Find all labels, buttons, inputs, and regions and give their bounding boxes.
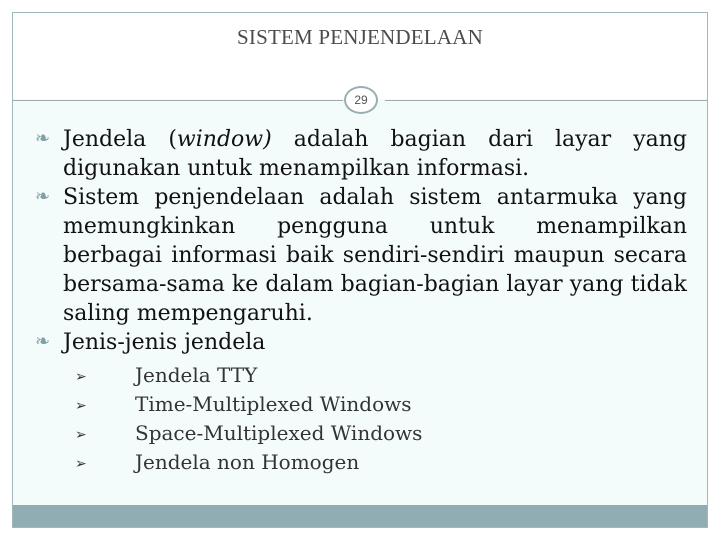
bullet-item-1	[31, 125, 687, 183]
sub-item-2: Time-Multiplexed Windows	[135, 392, 412, 416]
sub-list-item	[73, 419, 687, 448]
bullet-3-text: Jenis-jenis jendela	[63, 330, 266, 355]
sub-item-3: Space-Multiplexed Windows	[135, 421, 423, 445]
slide-title: SISTEM PENJENDELAAN	[237, 25, 483, 49]
sub-item-1: Jendela TTY	[135, 363, 258, 387]
slide-body	[31, 125, 687, 477]
bullet-2-text: Sistem penjendelaan adalah sistem antarmuka yang memungkinkan pengguna untuk menampilkan berbagai informasi baik sendiri-sendiri maupun secara bersama-sama ke dalam bagian-bagian layar yang tidak saling mempengaruhi.	[63, 185, 687, 326]
sub-item-4: Jendela non Homogen	[135, 450, 360, 474]
leaf-bullet-icon: ❧	[35, 331, 51, 352]
sub-list	[73, 361, 687, 477]
slide-frame	[12, 12, 708, 528]
arrow-bullet-icon: ➢	[75, 369, 87, 385]
bullet-item-2	[31, 183, 687, 328]
sub-list-item	[73, 390, 687, 419]
divider-right	[385, 100, 707, 101]
leaf-bullet-icon: ❧	[35, 128, 51, 149]
leaf-bullet-icon: ❧	[35, 186, 51, 207]
arrow-bullet-icon: ➢	[75, 398, 87, 414]
bullet-item-3	[31, 328, 687, 357]
bottom-bar	[13, 505, 707, 527]
bullet-1-pre: Jendela (	[63, 127, 177, 152]
sub-list-item	[73, 361, 687, 390]
divider-left	[13, 100, 343, 101]
page-number: 29	[344, 86, 378, 114]
arrow-bullet-icon: ➢	[75, 456, 87, 472]
arrow-bullet-icon: ➢	[75, 427, 87, 443]
bullet-1-post: adalah bagian dari layar yang digunakan untuk menampilkan informasi.	[63, 127, 688, 181]
sub-list-item	[73, 448, 687, 477]
bullet-1-em: window)	[176, 127, 272, 152]
